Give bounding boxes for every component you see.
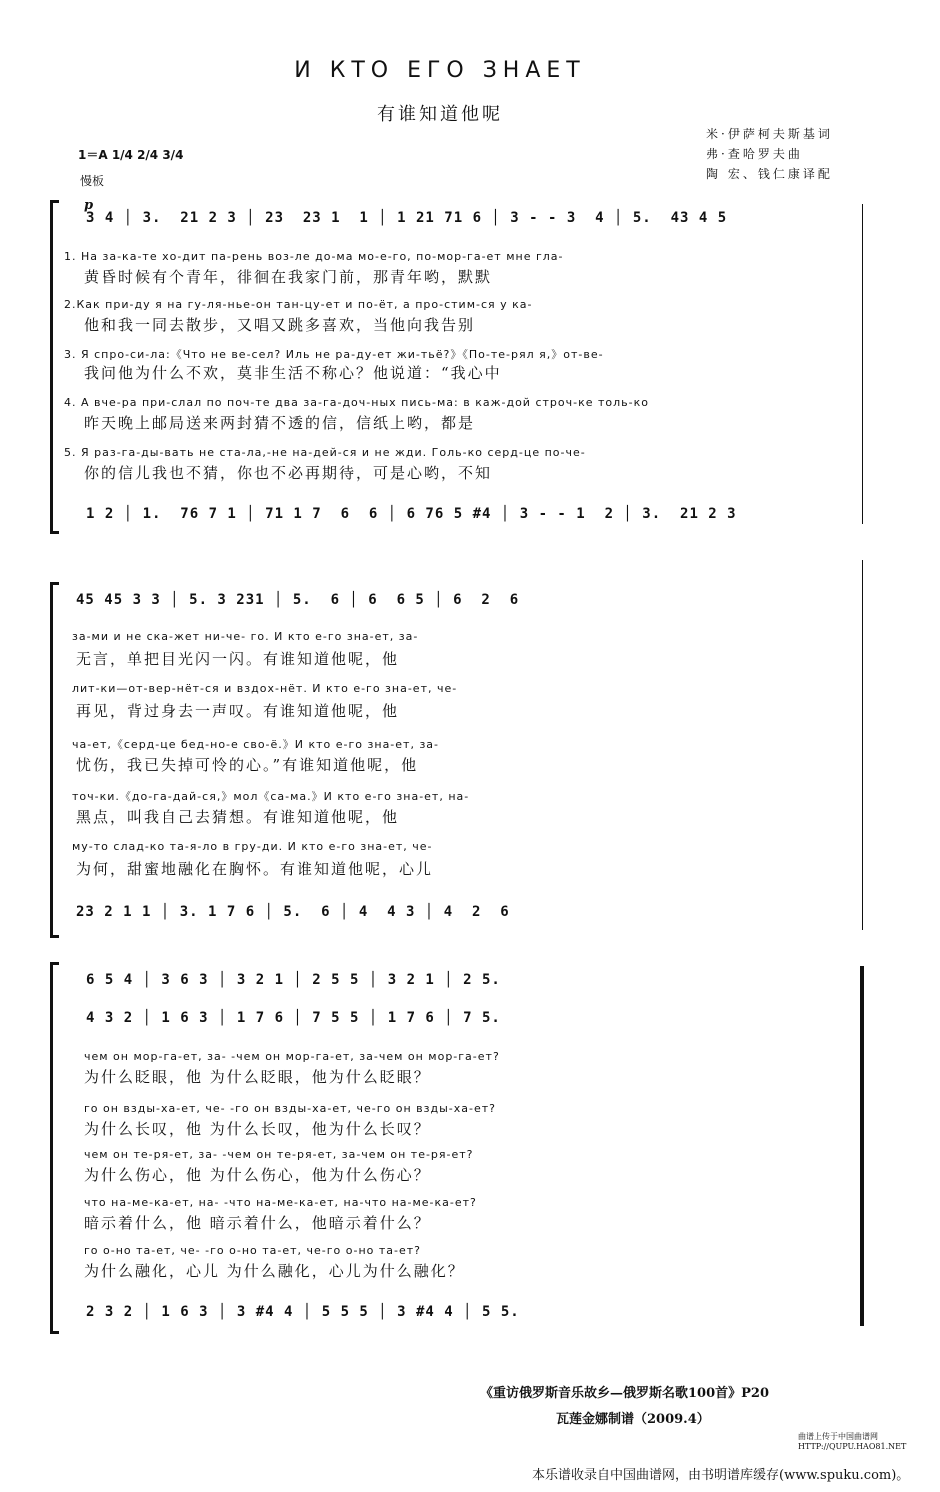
verse-1-ru: за-ми и не ска-жет ни-че- го. И кто е-го зна-ет, за- <box>72 630 419 643</box>
verse-4-ru: что на-ме-ка-ет, на- -что на-ме-ка-ет, на-что на-ме-ка-ет? <box>84 1196 477 1209</box>
verse-5-ru: го о-но та-ет, че- -го о-но та-ет, че-го о-но та-ет? <box>84 1244 422 1257</box>
verse-1-cn: 无言，单把目光闪一闪。有谁知道他呢，他 <box>76 650 400 668</box>
composer: 弗·查哈罗夫曲 <box>706 147 803 161</box>
verse-2-cn: 为什么长叹，他 为什么长叹，他为什么长叹？ <box>84 1120 431 1138</box>
system-3 <box>0 956 940 1336</box>
system-2 <box>0 556 940 936</box>
system-brace <box>50 200 59 534</box>
melody-line: 3 4 │ 3. 21 2 3 │ 23 23 1 1 │ 1 21 71 6 │ 3 - - 3 4 │ 5. 43 4 5 <box>86 210 728 226</box>
verse-4-ru: 4. А вче-ра при-слал по поч-те два за-га-доч-ных пись-ма: в каж-дой строч-ке толь-ко <box>64 396 649 409</box>
engraver-credit: 瓦莲金娜制谱（2009.4） <box>556 1412 710 1427</box>
barline <box>862 560 863 930</box>
credits <box>706 124 833 184</box>
final-barline <box>860 966 864 1326</box>
collection-credit: 本乐谱收录自中国曲谱网，由书明谱库缓存(www.spuku.com)。 <box>532 1468 910 1483</box>
verse-1-ru: 1. На за-ка-те хо-дит па-рень воз-ле до-ма мо-е-го, по-мор-га-ет мне гла- <box>64 250 564 263</box>
title-russian: И КТО ЕГО ЗНАЕТ <box>294 58 586 83</box>
site-watermark: 曲谱上传于中国曲谱网 HTTP://QUPU.HAO81.NET <box>798 1432 907 1451</box>
verse-4-ru: точ-ки.《до-га-дай-ся,》мол《са-ма.》И кто е-го зна-ет, на- <box>72 790 470 803</box>
verse-2-cn: 他和我一同去散步，又唱又跳多喜欢，当他向我告别 <box>84 316 476 334</box>
barline <box>862 204 863 524</box>
bass-line: 23 2 1 1 │ 3. 1 7 6 │ 5. 6 │ 4 4 3 │ 4 2 6 <box>76 904 510 920</box>
verse-5-ru: му-то слад-ко та-я-ло в гру-ди. И кто е-го зна-ет, че- <box>72 840 433 853</box>
verse-2-cn: 再见，背过身去一声叹。有谁知道他呢，他 <box>76 702 400 720</box>
verse-3-ru: ча-ет,《серд-це бед-но-е сво-ё.》И кто е-го зна-ет, за- <box>72 738 440 751</box>
lyricist: 米·伊萨柯夫斯基词 <box>706 127 833 141</box>
translators: 陶 宏、钱仁康译配 <box>706 167 833 181</box>
title-chinese: 有谁知道他呢 <box>377 104 503 125</box>
verse-5-cn: 你的信儿我也不猜，你也不必再期待，可是心哟，不知 <box>84 464 493 482</box>
tempo-marking: 慢板 <box>80 174 105 188</box>
bass-line: 2 3 2 │ 1 6 3 │ 3 #4 4 │ 5 5 5 │ 3 #4 4 │ 5 5. <box>86 1304 520 1320</box>
system-1 <box>0 196 940 536</box>
key-signature: 1＝A 1/4 2/4 3/4 <box>78 148 184 162</box>
verse-2-ru: лит-ки—от-вер-нёт-ся и вздох-нёт. И кто е-го зна-ет, че- <box>72 682 458 695</box>
dynamic-marking: p <box>84 198 94 213</box>
verse-4-cn: 暗示着什么，他 暗示着什么，他暗示着什么？ <box>84 1214 431 1232</box>
verse-2-ru: го он взды-ха-ет, че- -го он взды-ха-ет, че-го он взды-ха-ет? <box>84 1102 496 1115</box>
bass-line: 1 2 │ 1. 76 7 1 │ 71 1 7 6 6 │ 6 76 5 #4 │ 3 - - 1 2 │ 3. 21 2 3 <box>86 506 737 522</box>
system-brace <box>50 962 59 1334</box>
verse-2-ru: 2.Как при-ду я на гу-ля-нье-он тан-цу-ет и по-ёт, а про-стим-ся у ка- <box>64 298 533 311</box>
system-brace <box>50 582 59 938</box>
verse-1-cn: 黄昏时候有个青年，徘徊在我家门前，那青年哟，默默 <box>84 268 493 286</box>
verse-3-cn: 我问他为什么不欢，莫非生活不称心？他说道：“我心中 <box>84 364 502 382</box>
verse-4-cn: 黑点，叫我自己去猜想。有谁知道他呢，他 <box>76 808 400 826</box>
verse-5-cn: 为何，甜蜜地融化在胸怀。有谁知道他呢，心儿 <box>76 860 434 878</box>
verse-4-cn: 昨天晚上邮局送来两封猜不透的信，信纸上哟，都是 <box>84 414 476 432</box>
verse-3-ru: чем он те-ря-ет, за- -чем он те-ря-ет, за-чем он те-ря-ет? <box>84 1148 474 1161</box>
verse-1-ru: чем он мор-га-ет, за- -чем он мор-га-ет, за-чем он мор-га-ет? <box>84 1050 500 1063</box>
middle-voice: 4 3 2 │ 1 6 3 │ 1 7 6 │ 7 5 5 │ 1 7 6 │ 7 5. <box>86 1010 501 1026</box>
verse-3-cn: 为什么伤心，他 为什么伤心，他为什么伤心？ <box>84 1166 431 1184</box>
verse-5-ru: 5. Я раз-га-ды-вать не ста-ла,-не на-дей-ся и не жди. Голь-ко серд-це по-че- <box>64 446 586 459</box>
verse-1-cn: 为什么眨眼，他 为什么眨眼，他为什么眨眼？ <box>84 1068 431 1086</box>
melody-line: 45 45 3 3 │ 5. 3 231 │ 5. 6 │ 6 6 5 │ 6 2 6 <box>76 592 520 608</box>
verse-3-ru: 3. Я спро-си-ла:《Что не ве-сел? Иль не ра-ду-ет жи-тьё?》《По-те-рял я,》от-ве- <box>64 348 604 361</box>
verse-5-cn: 为什么融化，心儿 为什么融化，心儿为什么融化？ <box>84 1262 465 1280</box>
source-reference: 《重访俄罗斯音乐故乡—俄罗斯名歌100首》P20 <box>480 1386 770 1401</box>
verse-3-cn: 忧伤，我已失掉可怜的心。”有谁知道他呢，他 <box>76 756 419 774</box>
upper-voice: 6 5 4 │ 3 6 3 │ 3 2 1 │ 2 5 5 │ 3 2 1 │ 2 5. <box>86 972 501 988</box>
